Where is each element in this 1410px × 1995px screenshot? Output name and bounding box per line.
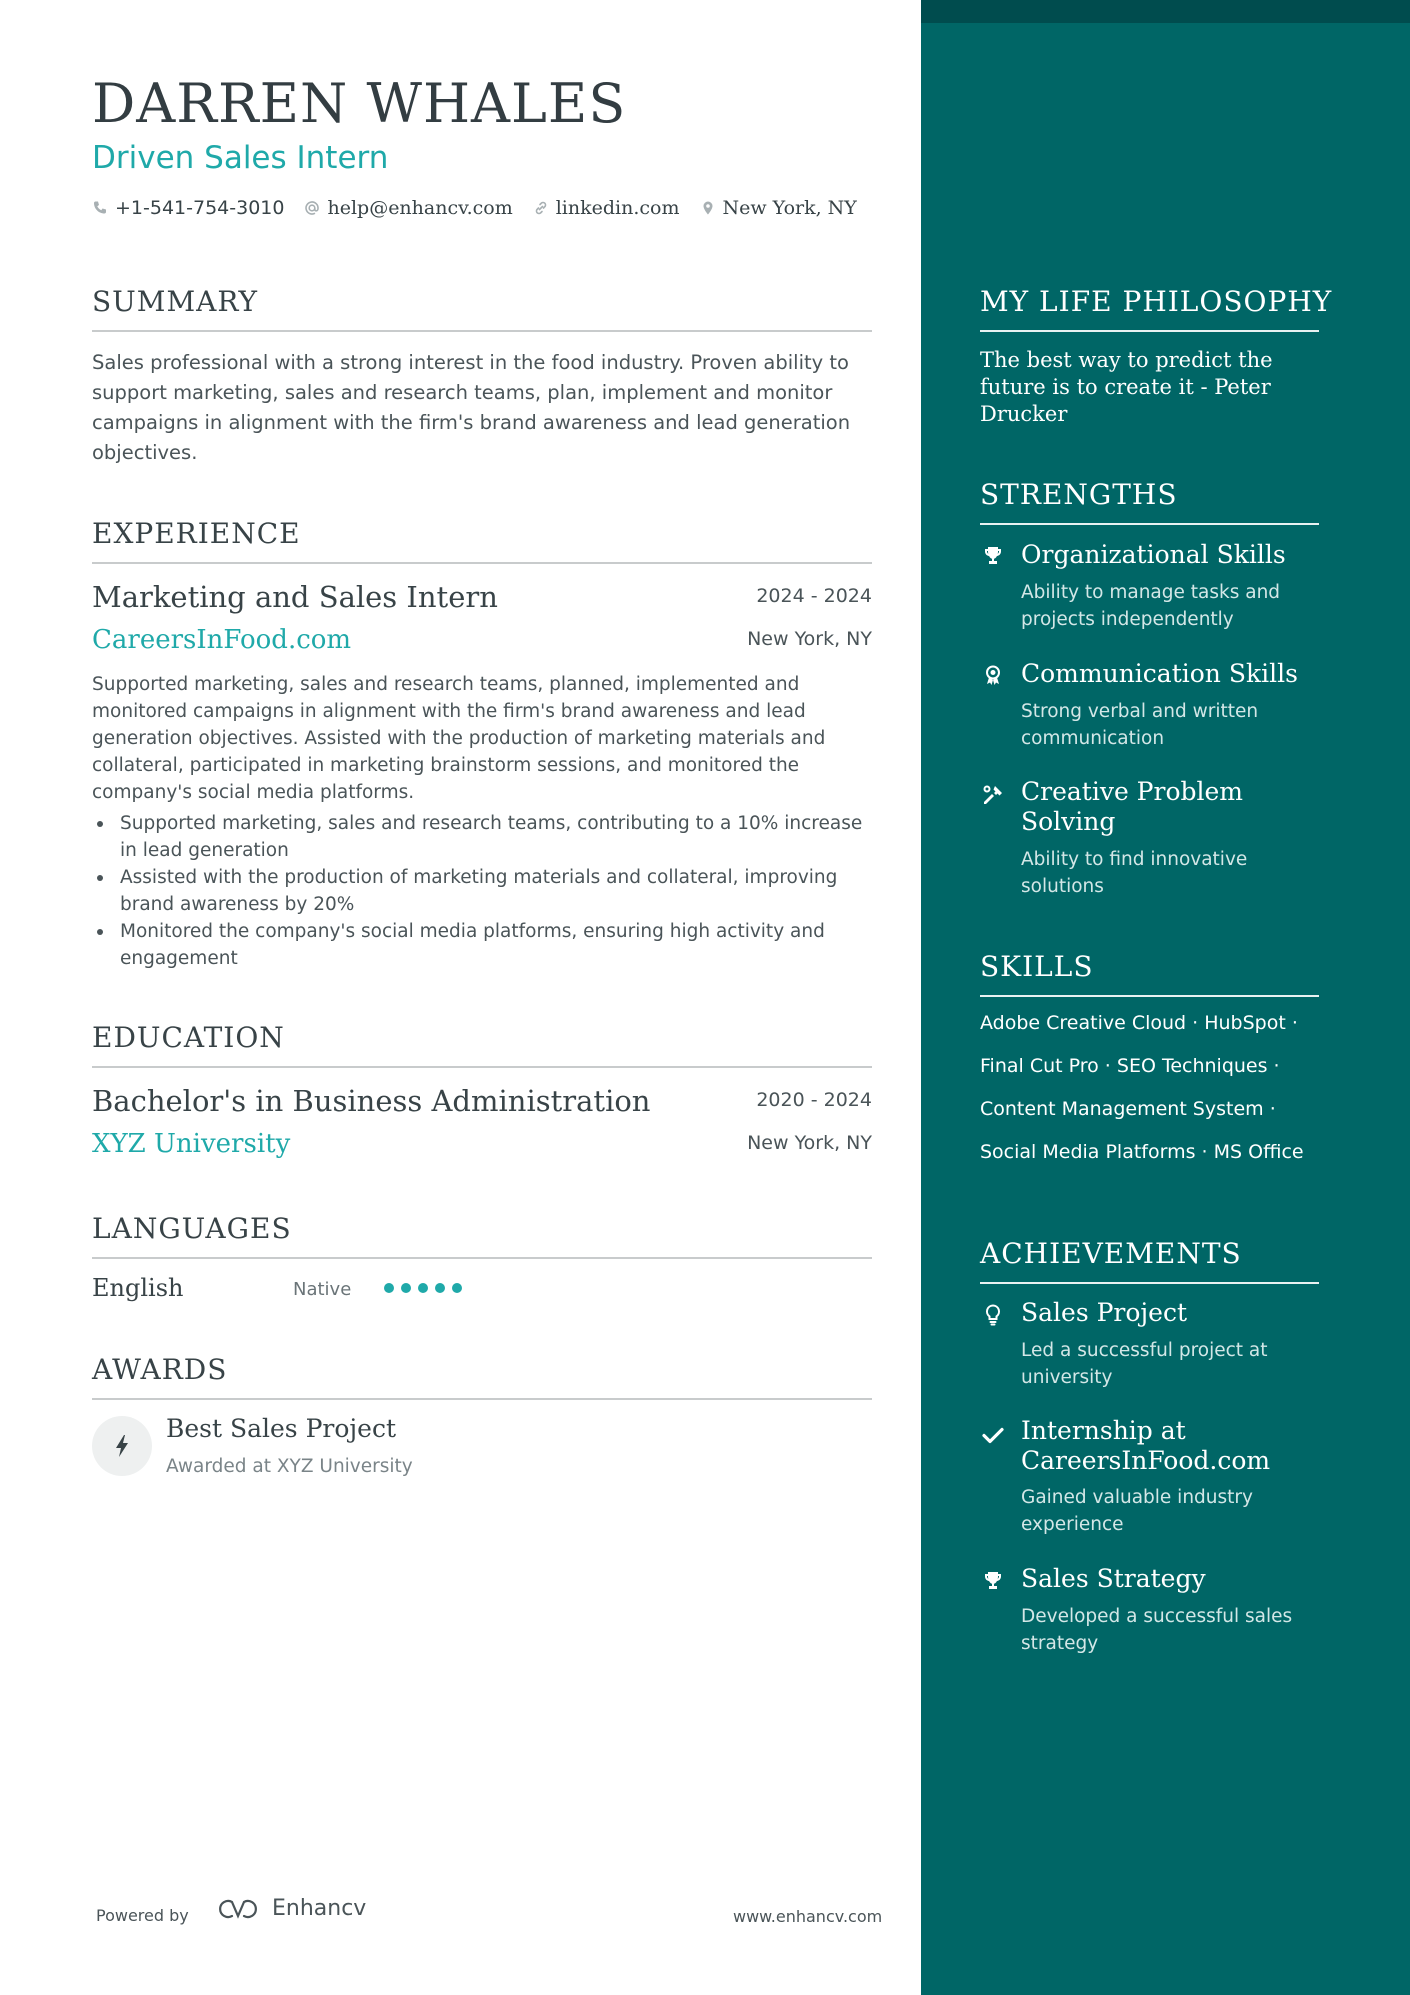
education-school: XYZ University — [92, 1129, 291, 1159]
footer-powered-by: Powered by — [96, 1906, 189, 1925]
strengths-heading: STRENGTHS — [980, 478, 1319, 525]
job-description: Supported marketing, sales and research teams, planned, implemented and monitored campaigns in alignment with the firm's brand awareness and lead generation objectives. Assisted with the production of marketing materials and collateral, participated in marketing brainstorm sessions, and monitored the company's social media platforms. — [92, 674, 826, 803]
strength-icon — [980, 543, 1006, 569]
location-icon — [700, 200, 716, 216]
philosophy-heading: MY LIFE PHILOSOPHY — [980, 285, 1319, 332]
job-bullet: Supported marketing, sales and research teams, contributing to a 10% increase in lead generation — [92, 810, 872, 864]
skills-line: Final Cut Pro · SEO Techniques · — [980, 1055, 1280, 1077]
enhancv-logo-icon — [214, 1897, 262, 1921]
sidebar — [921, 0, 1410, 1995]
footer-url[interactable]: www.enhancv.com — [733, 1907, 883, 1926]
contact-email[interactable] — [304, 197, 512, 219]
strength-icon — [980, 782, 1006, 808]
strength-desc: Strong verbal and written communication — [1021, 701, 1259, 749]
contact-location — [700, 197, 857, 219]
summary-text: Sales professional with a strong interest in the food industry. Proven ability to support marketing, sales and research teams, plan, implement and monitor campaigns in alignment with the firm's brand awareness and lead generation objectives. — [92, 351, 851, 464]
strength-title: Organizational Skills — [1021, 540, 1286, 569]
achievement-title: Sales Project — [1021, 1298, 1188, 1327]
job-bullet: Assisted with the production of marketing materials and collateral, improving brand awareness by 20% — [92, 864, 872, 918]
rating-dot — [435, 1283, 445, 1293]
candidate-title: Driven Sales Intern — [92, 140, 389, 176]
job-date: 2024 - 2024 — [756, 585, 872, 607]
contact-linkedin[interactable] — [533, 197, 680, 219]
skills-line: Adobe Creative Cloud · HubSpot · — [980, 1012, 1298, 1034]
contact-location-text: New York, NY — [722, 197, 857, 219]
lightbulb-icon — [981, 1303, 1005, 1327]
sidebar-top-band — [921, 0, 1410, 23]
at-icon — [304, 200, 320, 216]
strength-title: Communication Skills — [1021, 659, 1298, 688]
job-company[interactable]: CareersInFood.com — [92, 625, 352, 655]
achievement-title: Sales Strategy — [1021, 1564, 1206, 1593]
strength-icon — [980, 662, 1006, 688]
footer-logo[interactable] — [214, 1896, 366, 1921]
languages-heading: LANGUAGES — [92, 1212, 872, 1259]
skills-list — [980, 1012, 1319, 1184]
achievement-desc: Gained valuable industry experience — [1021, 1487, 1253, 1535]
contact-bar — [92, 197, 857, 219]
achievements-heading: ACHIEVEMENTS — [980, 1237, 1319, 1284]
award-title: Best Sales Project — [166, 1414, 397, 1443]
link-icon — [533, 200, 549, 216]
tools-icon — [981, 783, 1005, 807]
achievement-desc: Led a successful project at university — [1021, 1340, 1268, 1388]
philosophy-quote: The best way to predict the future is to create it - Peter Drucker — [980, 348, 1273, 426]
bolt-icon — [112, 1434, 132, 1458]
experience-heading: EXPERIENCE — [92, 517, 872, 564]
skills-line: Social Media Platforms · MS Office — [980, 1141, 1304, 1163]
contact-email-text: help@enhancv.com — [327, 197, 513, 219]
language-level: Native — [293, 1279, 352, 1300]
summary-heading: SUMMARY — [92, 285, 872, 332]
rating-dot — [401, 1283, 411, 1293]
footer-brand: Enhancv — [272, 1896, 367, 1921]
award-icon-circle — [92, 1416, 152, 1476]
phone-icon — [92, 200, 108, 216]
job-bullet: Monitored the company's social media platforms, ensuring high activity and engagement — [92, 918, 872, 972]
candidate-name: DARREN WHALES — [92, 72, 627, 135]
contact-linkedin-text: linkedin.com — [555, 197, 680, 219]
achievement-icon — [980, 1422, 1006, 1448]
achievement-desc: Developed a successful sales strategy — [1021, 1606, 1293, 1654]
achievement-title: Internship at CareersInFood.com — [1021, 1416, 1271, 1475]
education-heading: EDUCATION — [92, 1021, 872, 1068]
trophy-icon — [981, 1569, 1005, 1593]
check-icon — [981, 1423, 1005, 1447]
education-date: 2020 - 2024 — [756, 1089, 872, 1111]
job-location: New York, NY — [747, 628, 872, 650]
contact-phone-text: +1-541-754-3010 — [115, 197, 285, 219]
contact-phone[interactable] — [92, 197, 284, 219]
strength-desc: Ability to find innovative solutions — [1021, 849, 1248, 897]
skills-heading: SKILLS — [980, 950, 1319, 997]
rating-dot — [384, 1283, 394, 1293]
strength-desc: Ability to manage tasks and projects independently — [1021, 582, 1281, 630]
medal-icon — [981, 663, 1005, 687]
job-title: Marketing and Sales Intern — [92, 580, 498, 614]
rating-dot — [452, 1283, 462, 1293]
rating-dot — [418, 1283, 428, 1293]
awards-heading: AWARDS — [92, 1353, 872, 1400]
trophy-icon — [981, 544, 1005, 568]
education-degree: Bachelor's in Business Administration — [92, 1084, 651, 1118]
education-location: New York, NY — [747, 1132, 872, 1154]
achievement-icon — [980, 1568, 1006, 1594]
skills-line: Content Management System · — [980, 1098, 1276, 1120]
achievement-icon — [980, 1302, 1006, 1328]
strength-title: Creative Problem Solving — [1021, 777, 1244, 836]
award-subtitle: Awarded at XYZ University — [166, 1456, 413, 1477]
job-bullets — [92, 810, 872, 972]
language-rating — [384, 1283, 462, 1293]
language-name: English — [92, 1274, 184, 1302]
